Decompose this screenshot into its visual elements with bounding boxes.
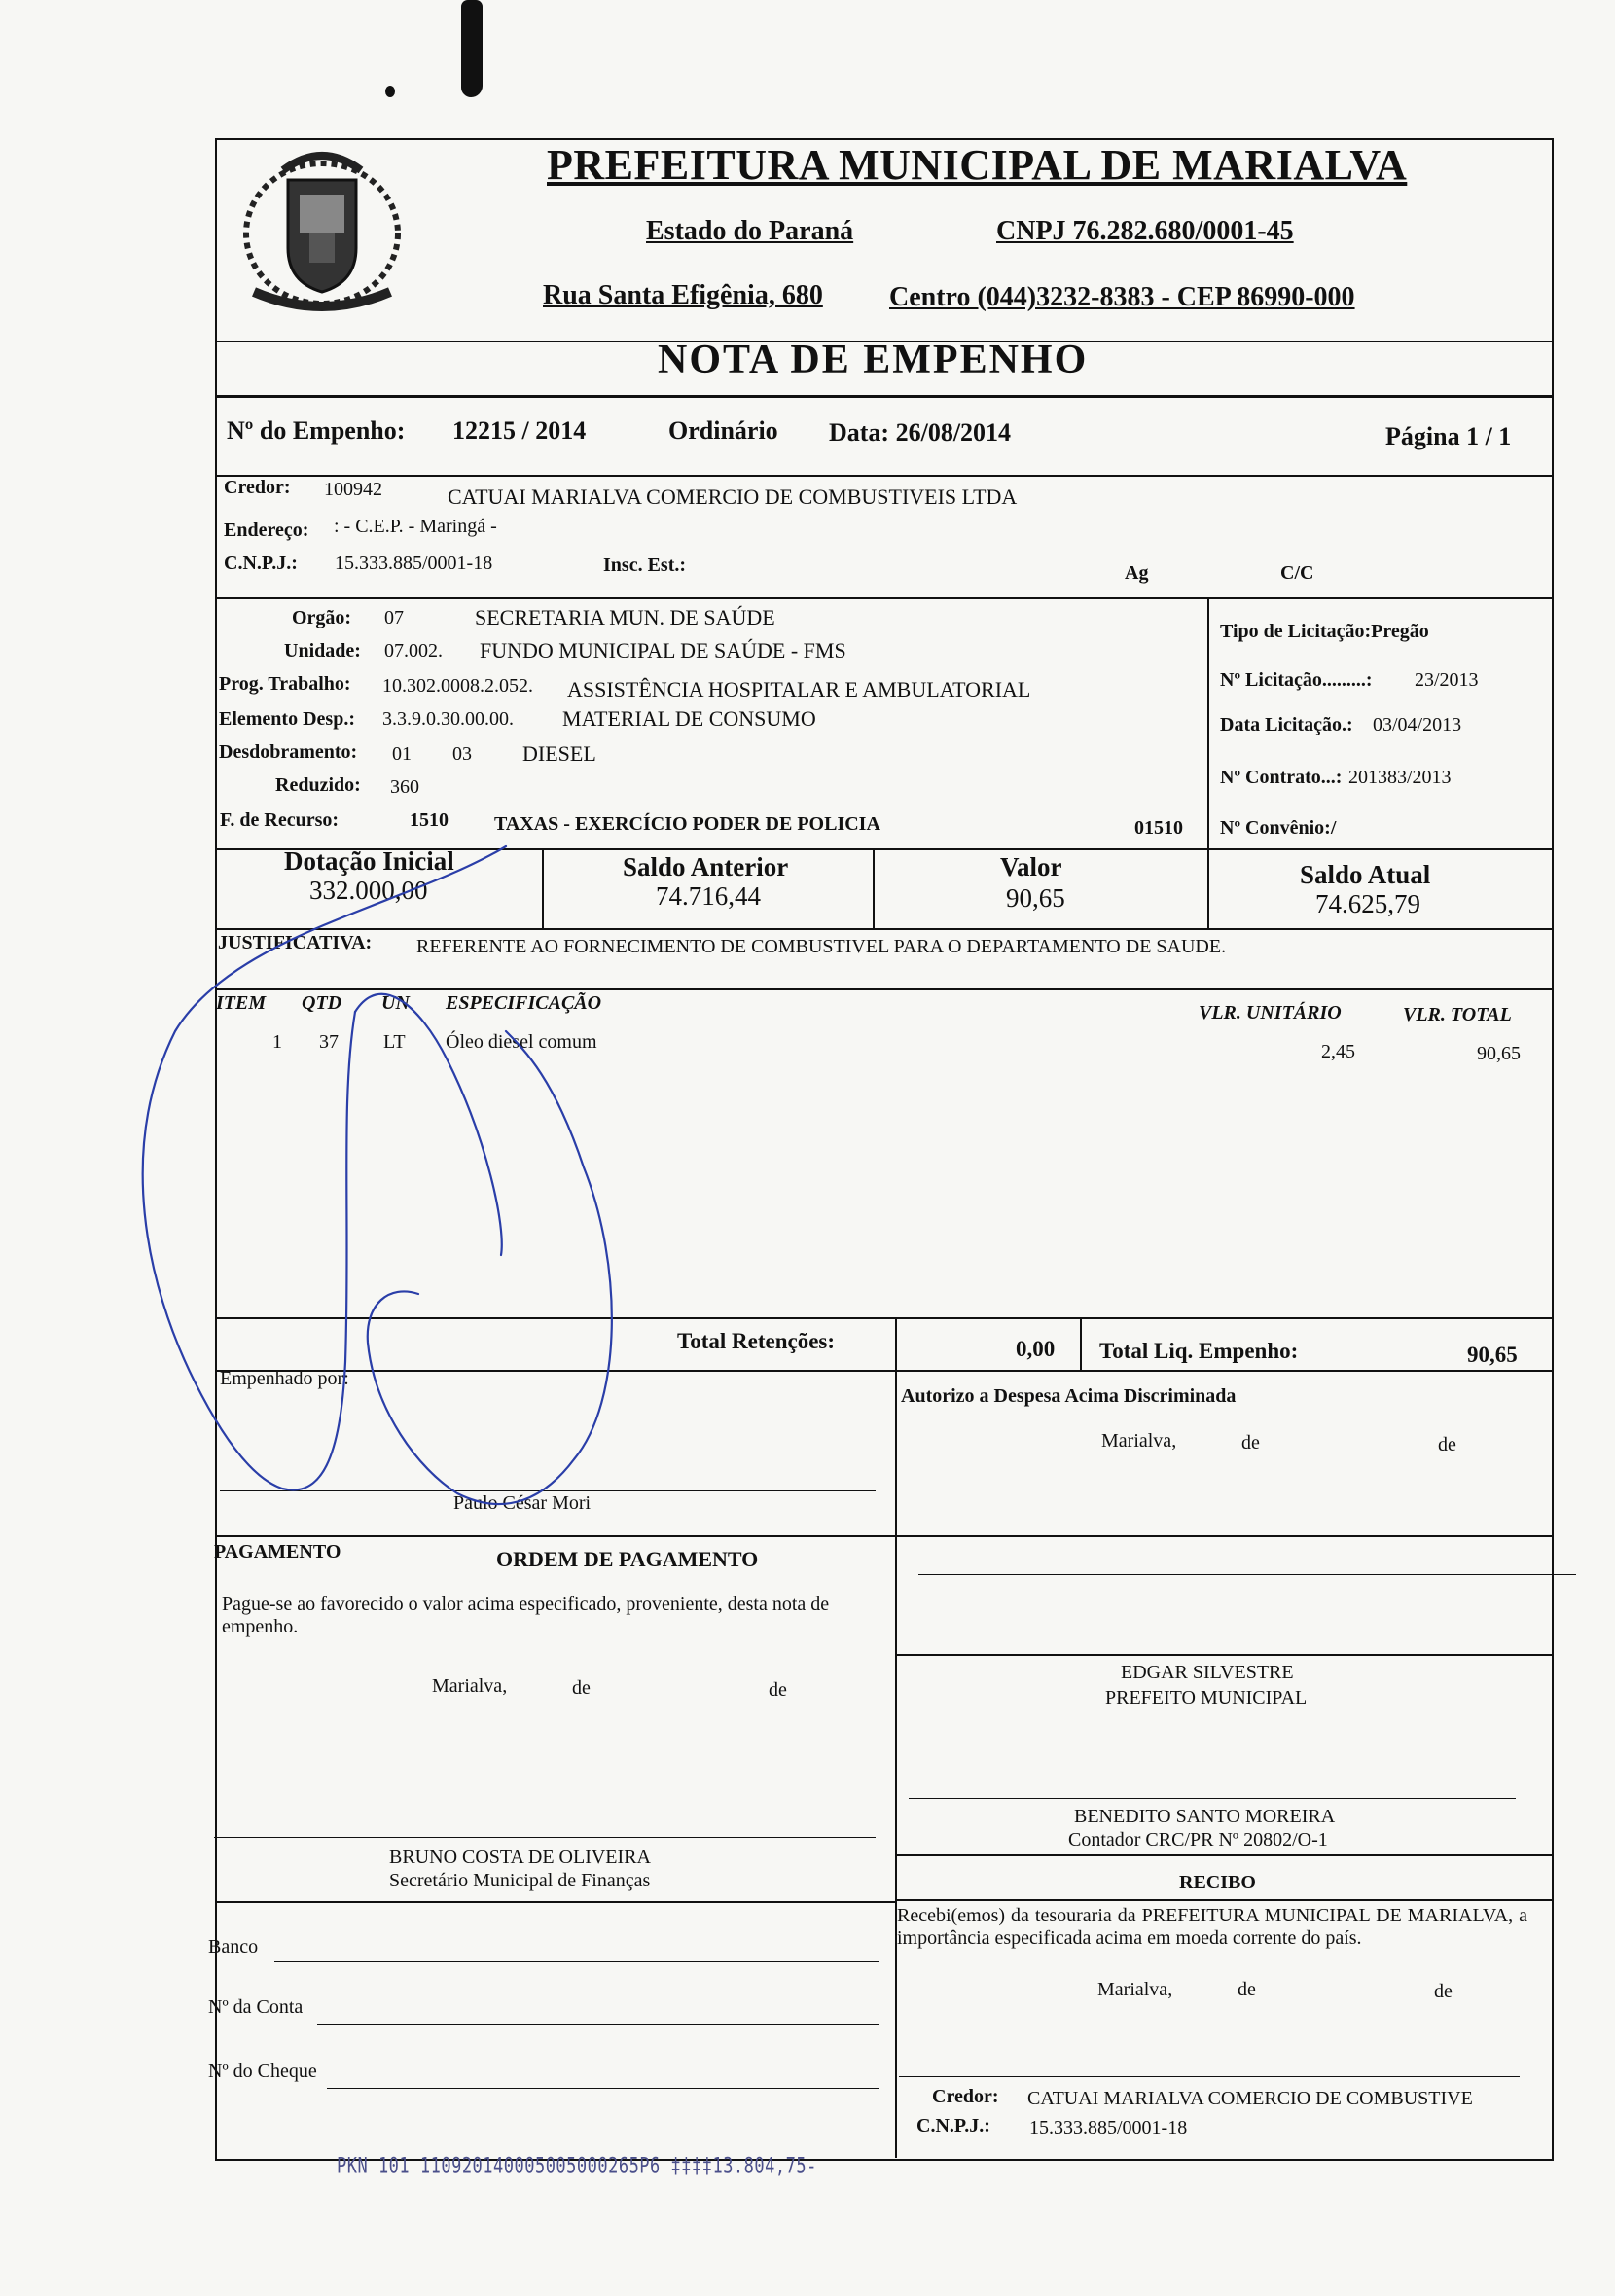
autorizo-de1: de (1241, 1432, 1260, 1453)
reduzido-label: Reduzido: (275, 774, 361, 796)
empenho-type: Ordinário (668, 416, 778, 445)
cnpj-label: CNPJ 76.282.680/0001-45 (996, 216, 1294, 246)
autorizo-de2: de (1438, 1434, 1456, 1455)
table-row-un: LT (383, 1031, 406, 1053)
saldo-atual-label: Saldo Atual (1300, 860, 1431, 889)
orgao-name: SECRETARIA MUN. DE SAÚDE (475, 605, 775, 629)
pagamento-city: Marialva, (432, 1675, 508, 1697)
table-row-qtd: 37 (319, 1031, 339, 1053)
empenhado-name: Paulo César Mori (453, 1492, 592, 1514)
empenho-number-label: Nº do Empenho: (227, 416, 406, 445)
licitacao-date-label: Data Licitação.: (1220, 714, 1353, 735)
recurso-name: TAXAS - EXERCÍCIO PODER DE POLICIA (494, 813, 880, 835)
creditor-address: : - C.E.P. - Maringá - (334, 516, 497, 537)
recibo-cnpj-label: C.N.P.J.: (916, 2115, 990, 2136)
autorizo-text: Autorizo a Despesa Acima Discriminada (901, 1385, 1237, 1407)
orgao-code: 07 (384, 607, 404, 628)
col-vlr-unit-header: VLR. UNITÁRIO (1199, 1002, 1342, 1023)
col-vlr-total-header: VLR. TOTAL (1403, 1004, 1512, 1025)
saldo-anterior-value: 74.716,44 (656, 881, 761, 911)
prefeito-title: PREFEITO MUNICIPAL (1105, 1687, 1308, 1708)
unidade-name: FUNDO MUNICIPAL DE SAÚDE - FMS (480, 638, 846, 663)
insc-est-label: Insc. Est.: (603, 555, 687, 576)
reduzido-code: 360 (390, 776, 419, 798)
licitacao-number: 23/2013 (1415, 669, 1479, 691)
agency-label: Ag (1125, 562, 1149, 584)
ordem-pagamento-label: ORDEM DE PAGAMENTO (496, 1547, 759, 1571)
recibo-city: Marialva, (1097, 1979, 1173, 2000)
valor-label: Valor (1000, 852, 1062, 881)
prog-trabalho-label: Prog. Trabalho: (219, 673, 351, 695)
saldo-anterior-label: Saldo Anterior (623, 852, 789, 881)
pagamento-de1: de (572, 1677, 591, 1699)
col-espec-header: ESPECIFICAÇÃO (446, 992, 602, 1014)
recibo-de2: de (1434, 1981, 1453, 2002)
valor-value: 90,65 (1006, 883, 1065, 913)
contrato-number: 201383/2013 (1348, 767, 1452, 788)
cheque-label: Nº do Cheque (208, 2061, 317, 2082)
convenio-label: Nº Convênio:/ (1220, 817, 1337, 839)
recibo-text: Recebi(emos) da tesouraria da PREFEITURA MUNICIPAL DE MARIALVA, a importância especificada acima em moeda corrente do país. (897, 1905, 1527, 1949)
creditor-label: Credor: (224, 477, 291, 498)
unidade-label: Unidade: (284, 640, 361, 662)
conta-label: Nº da Conta (208, 1996, 304, 2018)
col-item-header: ITEM (216, 992, 267, 1014)
elemento-name: MATERIAL DE CONSUMO (562, 706, 816, 731)
licitacao-type: Tipo de Licitação:Pregão (1220, 621, 1429, 642)
empenho-number: 12215 / 2014 (452, 416, 587, 445)
dotacao-inicial-value: 332.000,00 (309, 876, 428, 905)
total-retencoes-value: 0,00 (1016, 1337, 1056, 1361)
elemento-label: Elemento Desp.: (219, 708, 355, 730)
contact-label: Centro (044)3232-8383 - CEP 86990-000 (889, 282, 1355, 312)
desdobramento-name: DIESEL (522, 741, 596, 766)
secretario-name: BRUNO COSTA DE OLIVEIRA (389, 1847, 651, 1868)
pagamento-de2: de (769, 1679, 787, 1701)
cnpj-field-label: C.N.P.J.: (224, 553, 298, 574)
table-row-vlr-unit: 2,45 (1321, 1041, 1355, 1062)
pagamento-label: PAGAMENTO (214, 1541, 341, 1562)
page-title: PREFEITURA MUNICIPAL DE MARIALVA (547, 141, 1408, 189)
secretario-title: Secretário Municipal de Finanças (389, 1870, 651, 1891)
desdobramento-b: 03 (452, 743, 472, 765)
address-field-label: Endereço: (224, 520, 309, 541)
col-un-header: UN (381, 992, 410, 1014)
recibo-credor-name: CATUAI MARIALVA COMERCIO DE COMBUSTIVE (1027, 2088, 1473, 2109)
orgao-label: Orgão: (292, 607, 352, 628)
table-row-item: 1 (272, 1031, 282, 1053)
desdobramento-a: 01 (392, 743, 412, 765)
micr-line: PKN 101 1109201400050050002​65P6 ‡‡‡‡13.804,75- (337, 2154, 817, 2179)
creditor-name: CATUAI MARIALVA COMERCIO DE COMBUSTIVEIS LTDA (448, 484, 1018, 509)
creditor-code: 100942 (324, 479, 382, 500)
prog-trabalho-name: ASSISTÊNCIA HOSPITALAR E AMBULATORIAL (567, 677, 1031, 701)
elemento-code: 3.3.9.0.30.00.00. (382, 708, 514, 730)
empenho-date: Data: 26/08/2014 (829, 418, 1012, 447)
document-title: NOTA DE EMPENHO (658, 338, 1089, 382)
total-liquido-value: 90,65 (1467, 1343, 1518, 1367)
table-row-espec: Óleo diesel comum (446, 1031, 597, 1053)
saldo-atual-value: 74.625,79 (1315, 889, 1420, 918)
unidade-code: 07.002. (384, 640, 443, 662)
prefeito-name: EDGAR SILVESTRE (1121, 1662, 1294, 1683)
desdobramento-label: Desdobramento: (219, 741, 358, 763)
recurso-code-2: 01510 (1134, 817, 1183, 839)
prog-trabalho-code: 10.302.0008.2.052. (382, 675, 533, 697)
total-liquido-label: Total Liq. Empenho: (1099, 1339, 1299, 1363)
pagamento-text: Pague-se ao favorecido o valor acima especificado, proveniente, desta nota de empenho. (222, 1594, 830, 1637)
total-retencoes-label: Total Retenções: (677, 1329, 836, 1353)
contador-name: BENEDITO SANTO MOREIRA (1074, 1806, 1336, 1827)
recurso-code: 1510 (410, 809, 449, 831)
state-label: Estado do Paraná (646, 216, 854, 246)
address-label: Rua Santa Efigênia, 680 (543, 280, 823, 310)
creditor-cnpj: 15.333.885/0001-18 (335, 553, 493, 574)
licitacao-date: 03/04/2013 (1373, 714, 1462, 735)
licitacao-number-label: Nº Licitação.........: (1220, 669, 1373, 691)
autorizo-city: Marialva, (1101, 1430, 1177, 1452)
contador-title: Contador CRC/PR Nº 20802/O-1 (1068, 1829, 1328, 1850)
banco-label: Banco (208, 1936, 259, 1957)
contrato-label: Nº Contrato...: (1220, 767, 1343, 788)
justificativa-label: JUSTIFICATIVA: (218, 932, 373, 953)
recurso-label: F. de Recurso: (220, 809, 340, 831)
table-row-vlr-total: 90,65 (1477, 1043, 1521, 1064)
empenhado-label: Empenhado por: (220, 1368, 349, 1389)
recibo-de1: de (1238, 1979, 1256, 2000)
recibo-credor-label: Credor: (932, 2086, 999, 2107)
recibo-title: RECIBO (1179, 1872, 1256, 1893)
dotacao-inicial-label: Dotação Inicial (284, 846, 454, 876)
col-qtd-header: QTD (302, 992, 342, 1014)
justificativa-text: REFERENTE AO FORNECIMENTO DE COMBUSTIVEL PARA O DEPARTAMENTO DE SAUDE. (416, 936, 1227, 957)
recibo-cnpj: 15.333.885/0001-18 (1029, 2117, 1188, 2138)
page-number: Página 1 / 1 (1385, 422, 1512, 450)
account-label: C/C (1280, 562, 1314, 584)
